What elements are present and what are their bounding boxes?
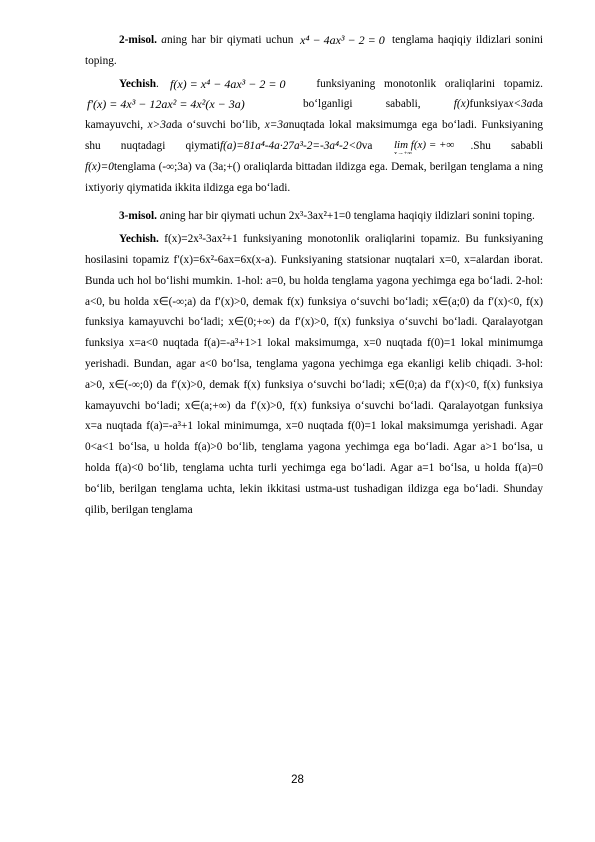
svg-text:x⁴ − 4ax³ − 2 = 0: x⁴ − 4ax³ − 2 = 0	[299, 33, 385, 47]
svg-text:f′(x) = 4x³ − 12ax² = 4x²(x −: f′(x) = 4x³ − 12ax² = 4x²(x − 3a)	[87, 97, 245, 112]
equation-limit	[392, 136, 470, 154]
example-2-label: 2-misol.	[119, 34, 157, 46]
svg-text:f(x) = x⁴ − 4ax³ − 2 = 0: f(x) = x⁴ − 4ax³ − 2 = 0	[169, 76, 286, 91]
page-body	[85, 30, 543, 520]
svg-text:x→±∞: x→±∞	[394, 149, 413, 154]
example-3-statement: 3-misol. aning har bir qiymati uchun 2x³-3ax²+1=0 tenglama haqiqiy ildizlari sonini toping.	[119, 210, 535, 223]
example-3-solution: Yechish. f(x)=2x³-3ax²+1 funksiyaning monotonlik oraliqlarini topamiz. Bu funksiyaning hosilasini topamiz f′(x)=6x²-6ax=6x(x-a). Funksiyaning statsionar nuqtalari x=0, x=alardan iborat. Bunda uch hol bo‘lishi mumkin. 1-hol: a=0, bu holda tenglama yagona yechimga ega bo‘ladi. 2-hol: a<0, bu holda x∈(-∞;a) da f′(x)>0, demak f(x) funksiya o‘suvchi bo‘ladi; x∈(a;0) da f′(x)<0, f(x) funksiya kamayuvchi bo‘ladi; x∈(0;+∞) da f′(x)>0, f(x) funksiya o‘suvchi bo‘ladi. Qaralayotgan funksiya x=a<0 nuqtada f(a)=-a³+1>1 lokal maksimumga, x=0 nuqtada f(0)=1 lokal minimumga yerishadi. Bundan, agar a<0 bo‘lsa, tenglama yagona yechimga ega ekanligi kelib chiqadi. 3-hol: a>0, x∈(-∞;0) da f′(x)>0, demak f(x) funksiya o‘suvchi bo‘ladi; x∈(0;a) da f′(x)<0, f(x) funksiya kamayuvchi bo‘ladi; x∈(a;+∞) da f′(x)>0, f(x) funksiya o‘suvchi bo‘ladi. Qaralayotgan funksiya x=a nuqtada f(a)=-a³+1 lokal minimumga, x=0 nuqtada f(0)=1 lokal maksimumga yerishadi. Agar 0<a<1 bo‘lsa, u holda f(a)>0 bo‘lib, tenglama yagona yechimga ega bo‘ladi. Agar a>1 bo‘lsa, u holda f(a)<0 bo‘lib, tenglama uchta turli yechimga ega bo‘ladi. Agar a=1 bo‘lsa, u holda f(a)=0 bo‘lib, berilgan tenglama uchta, lekin ikkitasi ustma-ust tushadigan ildizga ega bo‘ladi. Shunday qilib, berilgan tenglama	[85, 233, 543, 516]
solution-label-3: Yechish.	[119, 233, 159, 246]
example-2-solution: Yechish. f(x) = x⁴ − 4ax³ − 2 = 0 funksiyaning monotonlik oraliqlarini topamiz. f′(x) = 4x³ − 12ax² = 4x²(x − 3a) bo‘lganligi sababli, f(x)funksiyax<3ada kamayuvchi, x>3ada o‘suvchi bo‘lib, x=3anuqtada lokal maksimumga ega bo‘ladi. Funksiyaning shu nuqtadagi qiymatif(a)=81a⁴-4a·27a³-2=-3a⁴-2<0va lim f(x) = +∞ x→±∞ .Shu sababli f(x)=0tenglama (-∞;3a) va (3a;+() oraliqlarda bittadan ildizga ega. Demak, berilgan tenglama a ning ixtiyoriy qiymatida ikkita ildizga ega bo‘ladi.	[85, 74, 543, 199]
equation-x4-4ax3-2	[298, 30, 388, 48]
svg-text:lim f(x) = +∞: lim f(x) = +∞	[394, 138, 455, 151]
example-2-statement: 2-misol. aning har bir qiymati uchun x⁴ − 4ax³ − 2 = 0 tenglama haqiqiy ildizlari sonini toping.	[85, 30, 543, 72]
equation-fx-definition	[168, 74, 308, 92]
equation-fprime	[85, 94, 303, 112]
example-3-label: 3-misol.	[119, 210, 157, 223]
page-number: 28	[291, 774, 304, 786]
solution-label: Yechish	[119, 77, 157, 90]
